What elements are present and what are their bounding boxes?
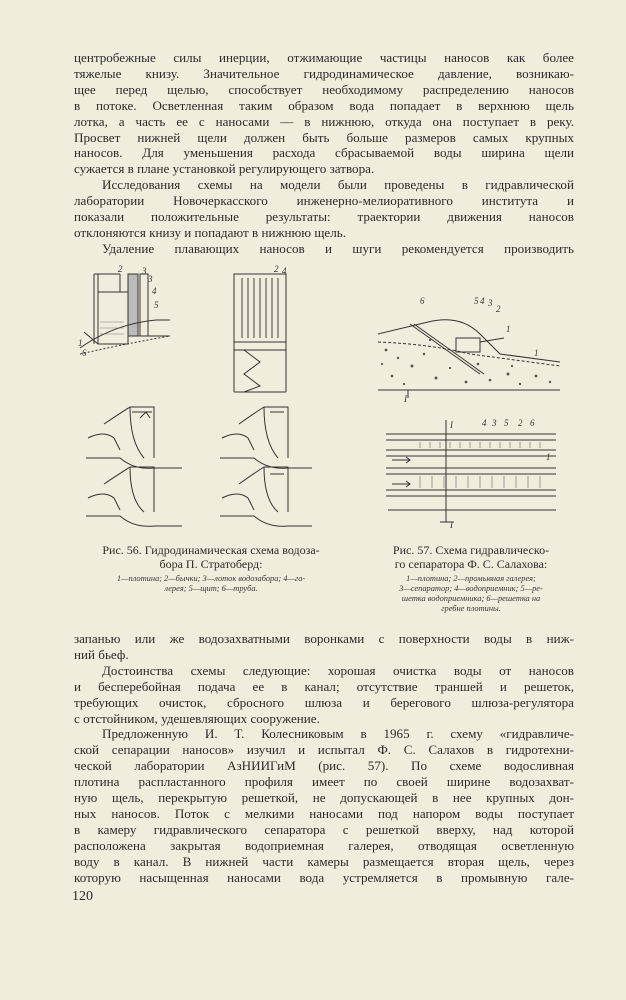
bottom-text-block [74,631,574,886]
page-number: 120 [72,889,93,904]
caption-line: Рис. 56. Гидродинамическая схема водоза- [102,543,320,557]
figure-label: 2 [518,418,523,428]
figure-label: 1 [534,348,539,358]
paragraph [74,177,574,241]
figure-56 [74,262,344,540]
figure-label: 4 [282,266,287,276]
text-line: плотина распластанного профиля имеет по своей ширине водозахват- [74,774,574,790]
text-line: Предложенную И. Т. Колесниковым в 1965 г. схему «гидравличе- [102,726,574,742]
text-line: воду в канал. В нижней части камеры размещается вторая щель, через [74,853,574,869]
figure-label: 3 [148,274,153,284]
figure-label: 6 [82,348,87,358]
text-line: центробежные силы инерции, отжимающие частицы наносов как более [74,50,574,65]
figure-label: 5 [474,296,479,306]
figure-57 [370,294,570,530]
figure-label: 4 [482,418,487,428]
figure-57-caption [364,544,578,571]
caption-line: го сепаратора Ф. С. Салахова: [394,556,548,571]
figure-label: 1 [546,452,551,462]
paragraph [74,663,574,727]
figure-label: 1 [506,324,511,334]
text-line: ную щель, перекрытую решеткой, не допускающей в нее крупных дон- [74,790,574,806]
figure-label: 2 [496,304,501,314]
figure-label: 2 [118,264,123,274]
paragraph [74,631,574,663]
text-line: ческой лаборатории АзНИИГиМ (рис. 57). По схеме водосливная [74,758,574,774]
text-line: лотка, а часть ее с наносами — в нижнюю, откуда она поступает в реку. [74,113,574,129]
text-line: показали положительные результаты: траектории движения наносов [74,209,574,225]
caption-line: Рис. 57. Схема гидравлическо- [392,543,550,557]
figure-label: I [404,394,407,404]
text-line: сужается в плане установкой регулирующего затвора. [74,161,375,177]
figure-label: I [450,520,453,530]
text-line: ных наносов. Поток с мелкими наносами под напором воды поступает [74,805,574,821]
text-line: расположена закрытая водоприемная галерея, отводящая осветленную [74,837,574,853]
legend-line: 1—плотина; 2—промывная галерея; [406,574,536,583]
legend-line: 3—сепаратор; 4—водоприемник; 5—ре- [399,584,543,593]
figure-57-drawing [370,294,570,530]
figure-56-drawing [74,262,344,540]
figure-label: 6 [420,296,425,306]
text-line: лаборатории Новочеркасского инженерно-мелиоративного института и [74,193,574,209]
text-line: которую насыщенная наносами вода устремляется в промывную гале- [74,869,574,885]
text-line: запанью или же водозахватными воронками с поверхности воды в ниж- [74,631,574,646]
figure-label: 6 [530,418,535,428]
figure-label: 5 [154,300,159,310]
figure-label: 2 [274,264,279,274]
text-line: тяжелые книзу. Значительное гидродинамическое давление, возникаю- [74,65,574,81]
figure-label: 4 [480,296,485,306]
grating-lines [420,442,540,488]
caption-line: бора П. Стратоберд: [159,556,263,571]
legend-line: 1—плотина; 2—бычки; 3—лоток водозабора; 4—га- [116,574,306,583]
text-line: Удаление плавающих наносов и шуги рекомендуется производить [102,240,574,256]
figure-label: 1 [78,338,83,348]
text-line: с отстойником, удешевляющих сооружение. [74,710,320,726]
text-line: требующих очисток, сбросного шлюза и берегового шлюза-регулятора [74,694,574,710]
paragraph [74,241,574,257]
legend-line: лерея; 5—щит; 6—труба. [164,584,258,593]
text-line: отклоняются книзу и попадают в нижнюю щель. [74,224,347,240]
text-line: в потоке. Осветленная таким образом вода попадает в верхнюю щель [74,97,574,113]
figure-56-legend [74,574,348,594]
figure-label: 3 [488,298,493,308]
paragraph [74,50,574,177]
text-line: щее перед щелью, способствует необходимому распределению наносов [74,81,574,97]
figure-label: 5 [504,418,509,428]
top-text-block [74,50,574,257]
text-line: Достоинства схемы следующие: хорошая очистка воды от наносов [102,662,574,678]
text-line: Просвет нижней щели должен быть больше размеров самых крупных [74,129,574,145]
text-line: Исследования схемы на модели были проведены в гидравлической [102,177,574,193]
text-line: наносов. Для уменьшения расхода сбрасываемой воды ширина щели [74,145,574,161]
text-line: ской сепарации наносов» изучил и испытал Ф. С. Салахов в гидротехни- [74,742,574,758]
text-line: ний бьеф. [74,646,129,662]
figure-label: I [450,420,453,430]
legend-line: гребне плотины. [441,604,501,613]
paragraph [74,726,574,885]
text-line: в камеру гидравлического сепаратора с решеткой вверху, над которой [74,821,574,837]
figure-57-legend [364,574,578,614]
figure-label: 3 [492,418,497,428]
figure-56-caption [74,544,348,571]
figure-label: 3 [142,266,147,276]
legend-line: шетка водоприемника; 6—решетка на [401,594,541,603]
text-line: и бесперебойная подача ее в канал; отсутствие траншей и решеток, [74,678,574,694]
figure-label: 4 [152,286,157,296]
concrete-fill [381,339,551,385]
